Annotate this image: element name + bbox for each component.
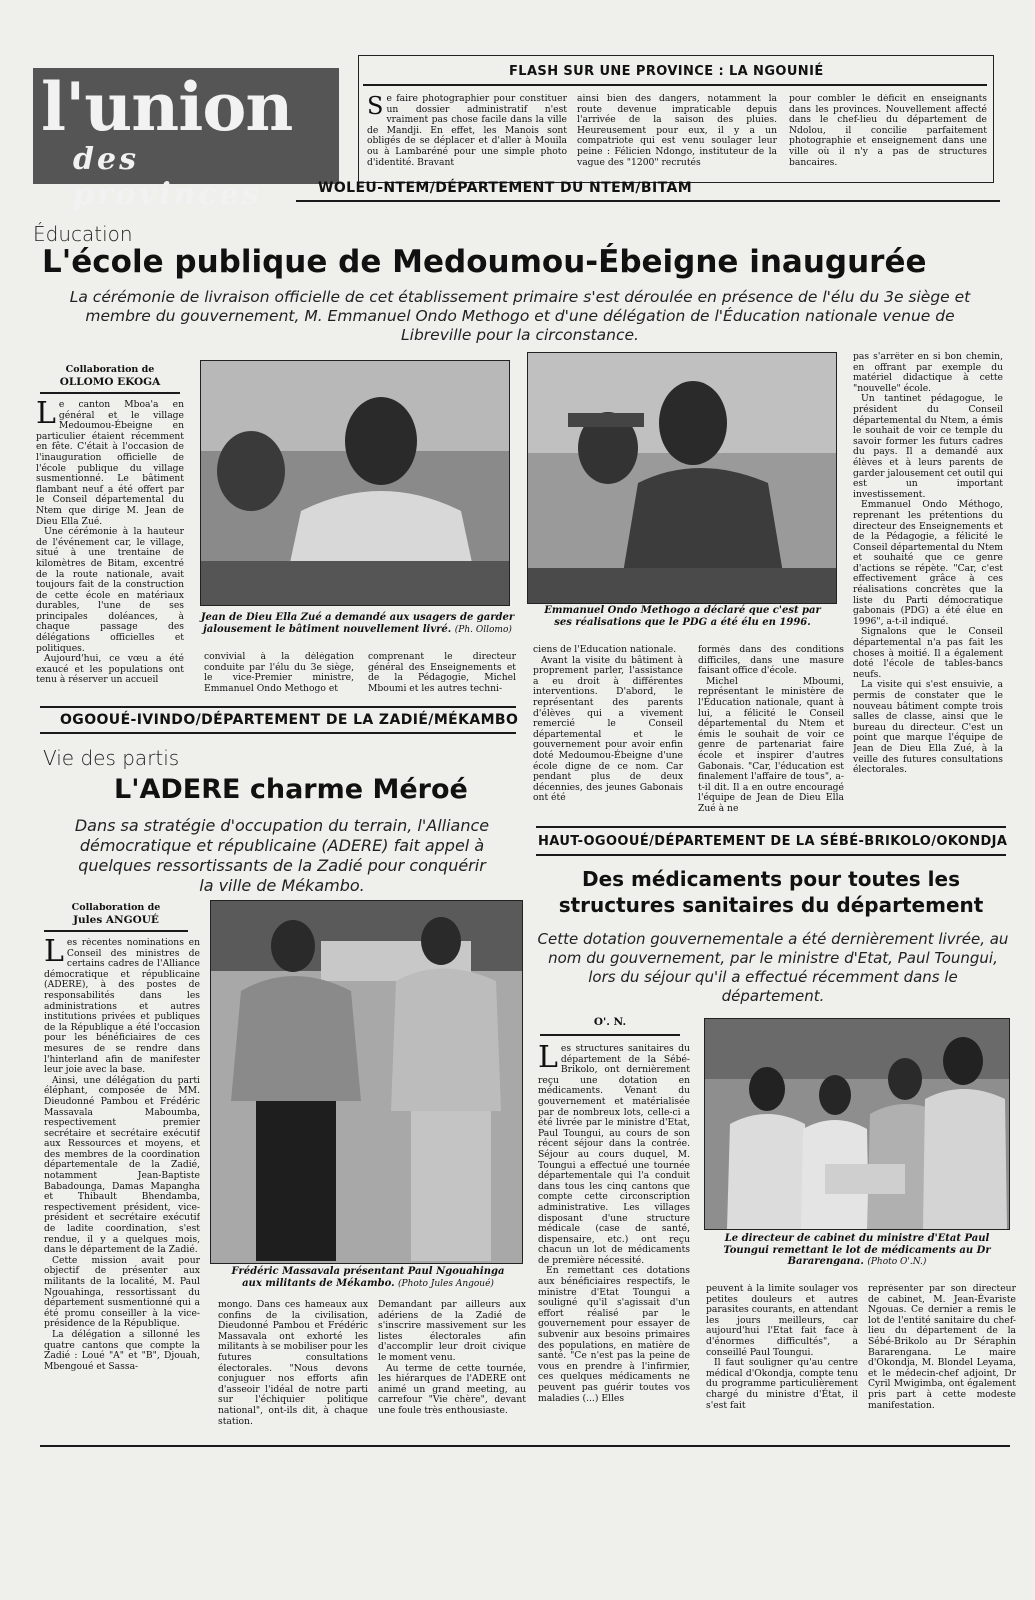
article3-chapo: Cette dotation gouvernementale a été dernièrement livrée, au nom du gouvernement, par le ministre d'Etat, Paul Toungui, lors du séjour qu'il a effectué récemment dans le département. — [537, 930, 1009, 1005]
article3-col-1: Les structures sanitaires du département de la Sébé-Brikolo, ont dernièrement reçu une dotation en médicaments. Venant du gouvernement et matérialisée par de nombreux lots, celle-ci a été livrée par le ministre d'Etat, Paul Toungui, au cours de son récent séjour dans la contrée. Séjour au cours duquel, M. Toungui a effectué une tournée départementale qui l'a conduit dans tous les cinq cantons que compte cette circonscription administrative. Les villages disposant d'une structure médicale (case de santé, dispensaire, etc.) ont reçu chacun un lot de médicaments de première nécessité. En remettant ces dotations aux bénéficiaires respectifs, le ministre d'Etat Toungui a souligné qu'il s'agissait d'un effort réalisé par le gouvernement pour essayer de subvenir aux besoins primaires des populations, en matière de santé. "Ce n'est pas la peine de vous en prendre à l'infirmier, ces quelques médicaments ne peuvent pas guérir toutes vos maladies (...) Elles — [538, 1044, 690, 1404]
article3-col-3: représenter par son directeur de cabinet, M. Jean-Évariste Ngouas. Ce dernier a remis le lot de l'entité sanitaire du chef-lieu du département de la Sébé-Brikolo au Dr Séraphin Bararengana. Le maire d'Okondja, M. Blondel Leyama, et le médecin-chef adjoint, Dr Cyril Mwigimba, ont également pris part à cette modeste manifestation. — [868, 1284, 1016, 1411]
article1-col-3: comprenant le directeur général des Enseignements et de la Pédagogie, Michel Mboumi et les autres techni- — [368, 652, 516, 694]
article1-col-5: formés dans des conditions difficiles, dans une masure faisant office d'école. Michel Mboumi, représentant le ministère de l'Éducation nationale, quant à lui, a félicité le Conseil départemental du Ntem et émis le souhait de voir ce genre de partenariat faire école et inspirer d'autres Gabonais. "Car, l'éducation est finalement l'affaire de tous", a-t-il dit. Il a en outre encouragé l'équipe de Jean de Dieu Ella Zué à ne — [698, 645, 844, 814]
article2-caption: Frédéric Massavala présentant Paul Ngouahinga aux militants de Mékambo. (Photo Jules Angoué) — [231, 1266, 505, 1289]
article1-photo-1 — [200, 360, 510, 606]
article3-col-2: peuvent à la limite soulager vos petites douleurs et autres parasites courants, en attendant les jours meilleurs, car aujourd'hui l'Etat fait face à d'énormes difficultés", a conseillé Paul Toungui. Il faut souligner qu'au centre médical d'Okondja, compte tenu du programme particulièrement chargé du ministre d'État, il s'est fait — [706, 1284, 858, 1411]
article2-banner: OGOOUÉ-IVINDO/DÉPARTEMENT DE LA ZADIÉ/MÉKAMBO — [60, 712, 519, 728]
article2-byline: Collaboration de Jules ANGOUÉ — [71, 902, 161, 926]
article1-chapo: La cérémonie de livraison officielle de cet établissement primaire s'est déroulée en présence de l'élu du 3e siège et membre du gouvernement, M. Emmanuel Ondo Methogo et d'une délégation de l'Éducation nationale venue de Libreville pour la circonstance. — [69, 288, 971, 344]
flash-box — [358, 55, 994, 183]
article2-photo — [210, 900, 523, 1264]
article1-headline: L'école publique de Medoumou-Ébeigne inaugurée — [42, 244, 927, 280]
article1-col-6: pas s'arrêter en si bon chemin, en offrant par exemple du matériel didactique à cette "nouvelle" école. Un tantinet pédagogue, le président du Conseil départemental du Ntem, a émis le souhait de voir ce temple du savoir former les futurs cadres du pays. Il a demandé aux élèves et à leurs parents de garder jalousement cet outil qui est un important investissement. Emmanuel Ondo Méthogo, reprenant les prétentions du directeur des Enseignements et de la Pédagogie, a félicité le Conseil départemental du Ntem et souhaité que ce genre d'actions se répète. "Car, c'est effectivement grâce à ces réalisations concrètes que la liste du Parti démocratique gabonais (PDG) a été élue en 1996", a-t-il indiqué. Signalons que le Conseil départemental n'a pas fait les choses à moitié. Il a également doté l'école de tables-bancs neufs. La visite qui s'est ensuivie, a permis de constater que le nouveau bâtiment compte trois salles de classe, ainsi que le bureau du directeur. C'est un point que marque l'équipe de Jean de Dieu Ella Zué, à la veille des futures consultations électorales. — [853, 352, 1003, 776]
article2-headline: L'ADERE charme Méroé — [114, 774, 468, 805]
flash-col-1: Se faire photographier pour constituer un dossier administratif n'est vraiment pas chose facile dans la ville de Mandji. En effet, les Manois sont obligés de se déplacer et d'aller à Mouila ou à Lambaréné pour une simple photo d'identité. Bravant — [367, 94, 567, 168]
article1-col-4: ciens de l'Éducation nationale. Avant la visite du bâtiment à proprement parler, l'assistance a eu droit à différentes interventions. D'abord, le représentant des parents d'élèves qui a vivement remercié le Conseil départemental et le gouvernement pour avoir enfin doté Medoumou-Ébeigne d'une école digne de ce nom. Car pendant plus de deux décennies, des jeunes Gabonais ont été — [533, 645, 683, 804]
article2-rubric: Vie des partis — [43, 746, 180, 770]
article1-banner: WOLEU-NTEM/DÉPARTEMENT DU NTEM/BITAM — [318, 180, 693, 196]
article2-col-1: Les récentes nominations en Conseil des ministres de certains cadres de l'Alliance démocratique et républicaine (ADERE), à des postes de responsabilités dans les administrations et autres institutions privées et publiques de la République a été l'occasion pour les bénéficiaires de ces mesures de se rendre dans l'hinterland afin de manifester leur joie avec la base. Ainsi, une délégation du parti éléphant, composée de MM. Dieudonné Pambou et Frédéric Massavala Maboumba, respectivement premier secrétaire et secrétaire exécutif aux Ressources et moyens, et des membres de la coordination départementale de la Zadié, notamment Jean-Baptiste Babadounga, Damas Mapangha et Thibault Bhendamba, respectivement président, vice-président et secrétaire exécutif de ladite coordination, s'est rendue, il y a quelques mois, dans le département de la Zadié. Cette mission avait pour objectif de présenter aux militants de la localité, M. Paul Ngouahinga, ressortissant du département susmentionné qui a été promu conseiller à la vice-présidence de la République. La délégation a sillonné les quatre cantons que compte la Zadié : Loué "A" et "B", Djouah, Mbengoué et Sassa- — [44, 938, 200, 1372]
article3-caption: Le directeur de cabinet du ministre d'Etat Paul Toungui remettant le lot de médicaments au Dr Bararengana. (Photo O'.N.) — [723, 1233, 991, 1267]
article1-photo-2 — [527, 352, 837, 604]
masthead — [33, 68, 339, 212]
article3-byline: O'. N. — [593, 1016, 627, 1028]
article3-headline: Des médicaments pour toutes les structures sanitaires du département — [558, 867, 984, 917]
masthead-subtitle: des provinces — [73, 142, 262, 212]
flash-col-3: pour combler le déficit en enseignants dans les provinces. Nouvellement affecté dans le chef-lieu du département de Ndolou, il concilie parfaitement photographie et enseignement dans une ville où il n'y a pas de structures bancaires. — [789, 94, 987, 168]
article1-byline: Collaboration de OLLOMO EKOGA — [59, 364, 161, 388]
article2-col-2: mongo. Dans ces hameaux aux confins de la civilisation, Dieudonné Pambou et Frédéric Massavala ont exhorté les militants à se mobiliser pour les futures consultations électorales. "Nous devons conjuguer nos efforts afin d'asseoir l'idéal de notre parti sur l'échiquier politique national", ont-ils dit, à chaque station. — [218, 1300, 368, 1427]
article1-caption-1: Jean de Dieu Ella Zué a demandé aux usagers de garder jalousement le bâtiment nouvellement livré. (Ph. Ollomo) — [200, 612, 515, 635]
article3-banner: HAUT-OGOOUÉ/DÉPARTEMENT DE LA SÉBÉ-BRIKOLO/OKONDJA — [538, 834, 1008, 849]
article1-caption-2: Emmanuel Ondo Methogo a déclaré que c'est par ses réalisations que le PDG a été élu en 1996. — [544, 605, 821, 628]
article1-rubric: Éducation — [33, 222, 133, 246]
article1-col-2: convivial à la délégation conduite par l'élu du 3e siège, le vice-Premier ministre, Emmanuel Ondo Methogo et — [204, 652, 354, 694]
article3-photo — [704, 1018, 1010, 1230]
flash-title: FLASH SUR UNE PROVINCE : LA NGOUNIÉ — [509, 64, 824, 79]
article2-chapo: Dans sa stratégie d'occupation du terrain, l'Alliance démocratique et républicaine (ADERE) fait appel à quelques ressortissants de la Zadié pour conquérir la ville de Mékambo. — [74, 816, 490, 895]
article1-col-1: Le canton Mboa'a en général et le village Medoumou-Ébeigne en particulier étaient récemment en fête. C'était à l'occasion de l'inauguration officielle de l'école publique du village susmentionné. Le bâtiment flambant neuf a été offert par le Conseil départemental du Ntem que dirige M. Jean de Dieu Ella Zué. Une cérémonie à la hauteur de l'événement car, le village, situé à une trentaine de kilomètres de Bitam, excentré de la route nationale, avait toujours fait de la construction de cette école en matériaux durables, l'une de ses principales doléances, à chaque passage des délégations officielles et politiques. Aujourd'hui, ce vœu a été exaucé et les populations ont tenu à réserver un accueil — [36, 400, 184, 686]
masthead-title: l'union — [41, 68, 293, 146]
flash-col-2: ainsi bien des dangers, notamment la route devenue impraticable depuis l'arrivée de la saison des pluies. Heureusement pour eux, il y a un compatriote qui est venu soulager leur peine : Félicien Ndongo, instituteur de la vague des "1200" recrutés — [577, 94, 777, 168]
article2-col-3: Demandant par ailleurs aux adériens de la Zadié de s'inscrire massivement sur les listes électorales afin d'accomplir leur droit civique le moment venu. Au terme de cette tournée, les hiérarques de l'ADERE ont animé un grand meeting, au carrefour "Vie chère", devant une foule très enthousiaste. — [378, 1300, 526, 1416]
